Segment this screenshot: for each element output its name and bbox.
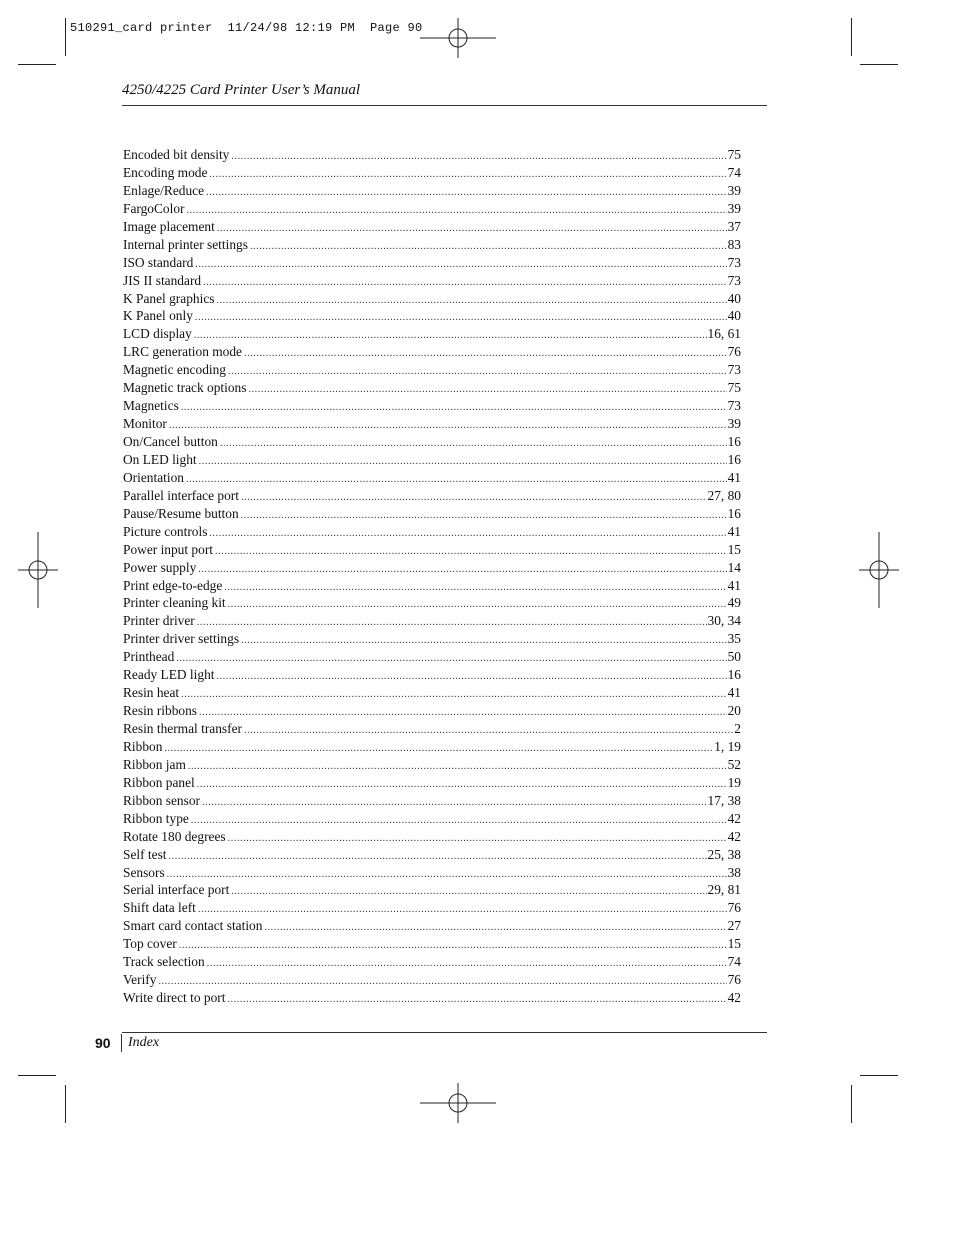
index-term: Parallel interface port [123,487,239,503]
index-page-numbers: 83 [727,236,741,252]
index-term: Printer driver [123,613,195,629]
dot-leader [176,653,726,664]
index-entry [123,793,741,811]
index-term: Magnetic encoding [123,362,226,378]
dot-leader [209,169,726,180]
index-term: Printhead [123,649,175,665]
index-entry [123,900,741,918]
index-entry [123,560,741,578]
dot-leader [224,582,726,593]
index-term: Top cover [123,936,177,952]
index-entry [123,291,741,309]
index-page-numbers: 35 [727,631,741,647]
index-entry [123,865,741,883]
index-page-numbers: 16, 61 [707,326,741,342]
index-page-numbers: 74 [727,164,741,180]
index-entry [123,775,741,793]
index-term: Ribbon [123,738,163,754]
index-term: Track selection [123,954,205,970]
dot-leader [167,869,727,880]
dot-leader [195,312,727,323]
index-entry [123,990,741,1008]
index-list [123,147,741,1008]
index-term: On LED light [123,451,197,467]
dot-leader [164,743,713,754]
index-term: Self test [123,846,167,862]
index-entry [123,811,741,829]
dot-leader [220,438,727,449]
dot-leader [202,797,707,808]
index-page-numbers: 25, 38 [707,846,741,862]
index-entry [123,524,741,542]
index-entry [123,703,741,721]
dot-leader [248,384,726,395]
dot-leader [215,546,727,557]
index-term: Smart card contact station [123,918,263,934]
index-entry [123,613,741,631]
index-page-numbers: 16 [727,505,741,521]
index-entry [123,882,741,900]
crop-mark-top-right-horizontal [860,64,898,65]
index-page-numbers: 42 [727,810,741,826]
index-term: Printer driver settings [123,631,240,647]
index-entry [123,918,741,936]
registration-mark-left [18,532,58,610]
dot-leader [158,976,726,987]
dot-leader [199,456,727,467]
index-entry [123,273,741,291]
index-term: Pause/Resume button [123,505,239,521]
index-page-numbers: 16 [727,434,741,449]
index-page-numbers: 49 [727,595,741,611]
index-page-numbers: 74 [727,954,741,970]
index-entry [123,506,741,524]
index-entry [123,829,741,847]
index-term: Write direct to port [123,990,226,1006]
dot-leader [241,635,727,646]
index-term: Enlage/Reduce [123,182,205,198]
index-entry [123,237,741,255]
footer-rule [122,1032,767,1033]
dot-leader [186,474,727,485]
crop-mark-bottom-left-vertical [65,1085,66,1123]
index-term: JIS II standard [123,272,202,288]
dot-leader [250,241,727,252]
crop-mark-bottom-left-horizontal [18,1075,56,1076]
index-entry [123,578,741,596]
registration-mark-bottom [420,1083,498,1123]
dot-leader [244,725,733,736]
index-page-numbers: 41 [727,469,741,485]
index-page-numbers: 30, 34 [707,613,741,629]
index-term: Magnetics [123,398,179,414]
index-entry [123,667,741,685]
index-page-numbers: 1, 19 [714,738,741,754]
index-entry [123,649,741,667]
registration-mark-top [420,18,498,58]
index-entry [123,954,741,972]
dot-leader [197,779,727,790]
index-page-numbers: 76 [727,900,741,916]
dot-leader [198,564,726,575]
footer-separator [121,1034,122,1052]
index-page-numbers: 2 [734,721,741,736]
index-page-numbers: 73 [727,362,741,378]
dot-leader [179,940,727,951]
index-page-numbers: 39 [727,200,741,216]
crop-mark-bottom-right-horizontal [860,1075,898,1076]
index-term: Printer cleaning kit [123,595,226,611]
index-entry [123,165,741,183]
index-page-numbers: 16 [727,451,741,467]
page-number: 90 [95,1035,111,1051]
dot-leader [197,617,707,628]
index-entry [123,183,741,201]
index-term: Picture controls [123,523,208,539]
dot-leader [169,851,707,862]
dot-leader [206,187,727,198]
index-term: ISO standard [123,254,194,270]
index-term: Monitor [123,416,167,432]
crop-mark-bottom-right-vertical [851,1085,852,1123]
index-term: Serial interface port [123,882,230,898]
index-page-numbers: 40 [727,308,741,324]
index-page-numbers: 42 [727,828,741,844]
index-page-numbers: 39 [727,182,741,198]
index-term: Ribbon jam [123,756,186,772]
index-term: Ribbon panel [123,774,195,790]
index-entry [123,398,741,416]
dot-leader [228,366,727,377]
registration-mark-right [859,532,899,610]
index-term: LCD display [123,326,192,342]
index-page-numbers: 15 [727,936,741,952]
dot-leader [264,922,726,933]
dot-leader [188,761,727,772]
footer-section-label: Index [128,1035,160,1050]
dot-leader [217,223,727,234]
dot-leader [169,420,727,431]
print-slug: 510291_card printer 11/24/98 12:19 PM Page 90 [70,21,423,35]
index-page-numbers: 39 [727,416,741,432]
index-page-numbers: 76 [727,972,741,988]
index-page-numbers: 40 [727,290,741,306]
index-entry [123,972,741,990]
index-entry [123,255,741,273]
index-page-numbers: 75 [727,147,741,162]
index-entry [123,721,741,739]
index-page-numbers: 37 [727,218,741,234]
dot-leader [241,510,727,521]
crop-mark-top-left-horizontal [18,64,56,65]
index-entry [123,936,741,954]
index-page-numbers: 27, 80 [707,487,741,503]
dot-leader [195,259,726,270]
index-term: Magnetic track options [123,380,247,396]
dot-leader [207,958,727,969]
dot-leader [231,151,726,162]
index-page-numbers: 17, 38 [707,792,741,808]
index-entry [123,488,741,506]
index-page-numbers: 27 [727,918,741,934]
dot-leader [216,295,726,306]
index-term: Power input port [123,541,214,557]
index-entry [123,416,741,434]
index-term: Rotate 180 degrees [123,828,226,844]
dot-leader [191,815,727,826]
index-term: K Panel graphics [123,290,215,306]
crop-mark-top-left-vertical [65,18,66,56]
index-term: LRC generation mode [123,344,242,360]
index-term: Verify [123,972,157,988]
index-page-numbers: 73 [727,398,741,414]
index-term: Power supply [123,559,197,575]
index-term: Encoded bit density [123,147,230,162]
dot-leader [198,904,727,915]
index-term: Sensors [123,864,165,880]
index-term: Resin ribbons [123,703,198,719]
dot-leader [228,599,727,610]
index-term: On/Cancel button [123,434,218,449]
index-page-numbers: 15 [727,541,741,557]
index-page-numbers: 76 [727,344,741,360]
index-entry [123,344,741,362]
crop-mark-top-right-vertical [851,18,852,56]
dot-leader [228,833,727,844]
index-term: Image placement [123,218,215,234]
index-term: Internal printer settings [123,236,248,252]
index-page-numbers: 16 [727,667,741,683]
index-term: Resin heat [123,685,180,701]
index-entry [123,362,741,380]
index-entry [123,147,741,165]
index-entry [123,847,741,865]
dot-leader [187,205,727,216]
dot-leader [244,348,727,359]
index-term: Encoding mode [123,164,208,180]
index-page-numbers: 75 [727,380,741,396]
index-page-numbers: 41 [727,577,741,593]
index-term: Ribbon type [123,810,189,826]
index-entry [123,470,741,488]
dot-leader [227,994,726,1005]
header-rule [122,105,767,106]
index-term: FargoColor [123,200,185,216]
index-entry [123,757,741,775]
index-page-numbers: 41 [727,685,741,701]
index-page-numbers: 38 [727,864,741,880]
index-entry [123,631,741,649]
index-entry [123,326,741,344]
index-page-numbers: 73 [727,254,741,270]
index-page-numbers: 19 [727,774,741,790]
index-term: Orientation [123,469,184,485]
index-term: Resin thermal transfer [123,721,242,736]
index-entry [123,380,741,398]
index-entry [123,308,741,326]
dot-leader [181,689,726,700]
dot-leader [217,671,727,682]
index-term: Shift data left [123,900,196,916]
index-entry [123,685,741,703]
running-header-title: 4250/4225 Card Printer User’s Manual [122,82,361,98]
dot-leader [241,492,707,503]
index-page-numbers: 50 [727,649,741,665]
index-term: Ready LED light [123,667,215,683]
dot-leader [199,707,727,718]
index-page-numbers: 41 [727,523,741,539]
dot-leader [231,886,706,897]
dot-leader [194,330,707,341]
index-page-numbers: 42 [727,990,741,1006]
index-term: Print edge-to-edge [123,577,223,593]
index-entry [123,739,741,757]
index-entry [123,595,741,613]
dot-leader [209,528,726,539]
index-entry [123,219,741,237]
index-entry [123,542,741,560]
index-page-numbers: 29, 81 [707,882,741,898]
index-term: Ribbon sensor [123,792,200,808]
index-page-numbers: 14 [727,559,741,575]
index-page-numbers: 20 [727,703,741,719]
index-entry [123,434,741,452]
dot-leader [181,402,727,413]
index-page-numbers: 52 [727,756,741,772]
index-entry [123,452,741,470]
index-entry [123,201,741,219]
index-term: K Panel only [123,308,193,324]
dot-leader [203,277,727,288]
index-page-numbers: 73 [727,272,741,288]
